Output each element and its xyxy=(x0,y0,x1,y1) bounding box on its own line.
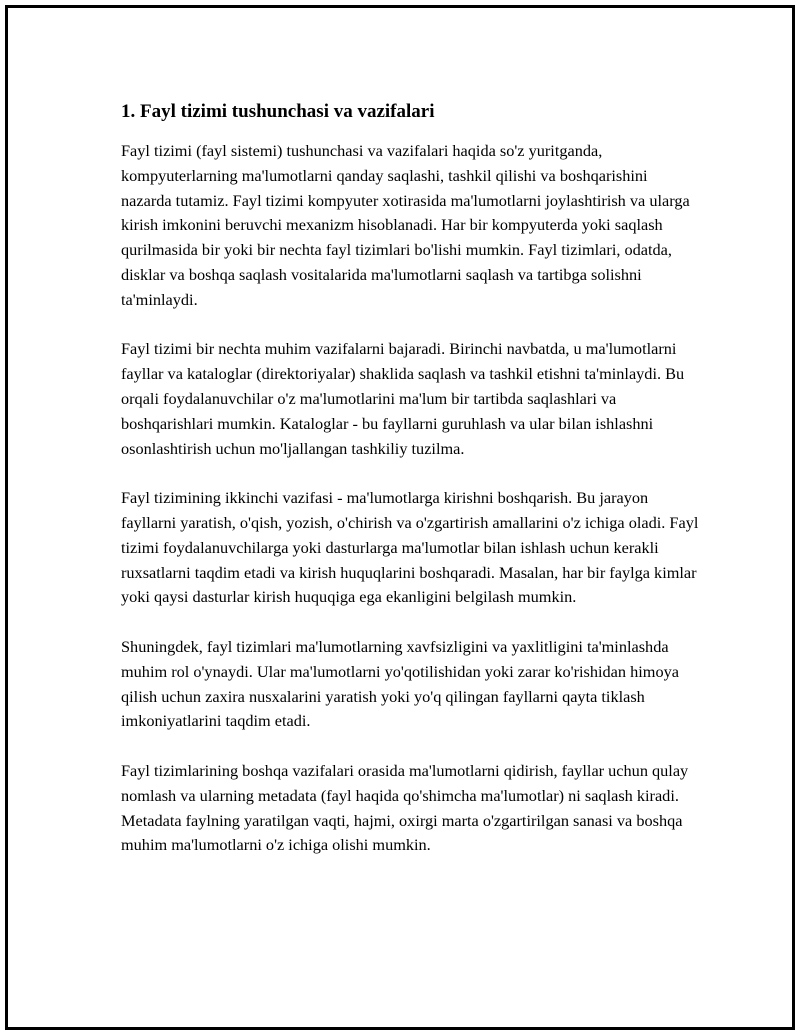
page-frame xyxy=(5,5,795,1030)
paragraph-2: Fayl tizimi bir nechta muhim vazifalarni bajaradi. Birinchi navbatda, u ma'lumotlarni fayllar va kataloglar (direktoriyalar) shaklida saqlash va tashkil etishni ta'minlaydi. Bu orqali foydalanuvchilar o'z ma'lumotlarini ma'lum bir tartibda saqlashlari va boshqarishlari mumkin. Kataloglar - bu fayllarni guruhlash va ular bilan ishlashni osonlashtirish uchun mo'ljallangan tashkiliy tuzilma. xyxy=(121,339,685,458)
section-heading: 1. Fayl tizimi tushunchasi va vazifalari xyxy=(121,101,435,122)
paragraph-4: Shuningdek, fayl tizimlari ma'lumotlarning xavfsizligini va yaxlitligini ta'minlashda muhim rol o'ynaydi. Ular ma'lumotlarni yo'qotilishidan yoki zarar ko'rishidan himoya qilish uchun zaxira nusxalarini yaratish yoki yo'q qilingan fayllarni qayta tiklash imkoniyatlarini taqdim etadi. xyxy=(121,636,679,731)
paragraph-5: Fayl tizimlarining boshqa vazifalari orasida ma'lumotlarni qidirish, fayllar uchun qulay nomlash va ularning metadata (fayl haqida qo'shimcha ma'lumotlar) ni saqlash kiradi. Metadata faylning yaratilgan vaqti, hajmi, oxirgi marta o'zgartirilgan sanasi va boshqa muhim ma'lumotlarni o'z ichiga olishi mumkin. xyxy=(121,760,689,855)
document-body xyxy=(121,98,701,883)
paragraph-3: Fayl tizimining ikkinchi vazifasi - ma'lumotlarga kirishni boshqarish. Bu jarayon fayllarni yaratish, o'qish, yozish, o'chirish va o'zgartirish amallarini o'z ichiga oladi. Fayl tizimi foydalanuvchilarga yoki dasturlarga ma'lumotlar bilan ishlash uchun kerakli ruxsatlarni taqdim etadi va kirish huquqlarini boshqaradi. Masalan, har bir faylga kimlar yoki qaysi dasturlar kirish huquqiga ega ekanligini belgilash mumkin. xyxy=(121,488,699,607)
paragraph-1: Fayl tizimi (fayl sistemi) tushunchasi va vazifalari haqida so'z yuritganda, kompyuterlarning ma'lumotlarni qanday saqlashi, tashkil qilishi va boshqarishini nazarda tutamiz. Fayl tizimi kompyuter xotirasida ma'lumotlarni joylashtirish va ularga kirish imkonini beruvchi mexanizm hisoblanadi. Har bir kompyuterda yoki saqlash qurilmasida bir yoki bir nechta fayl tizimlari bo'lishi mumkin. Fayl tizimlari, odatda, disklar va boshqa saqlash vositalarida ma'lumotlarni saqlash va tartibga solishni ta'minlaydi. xyxy=(121,141,690,309)
